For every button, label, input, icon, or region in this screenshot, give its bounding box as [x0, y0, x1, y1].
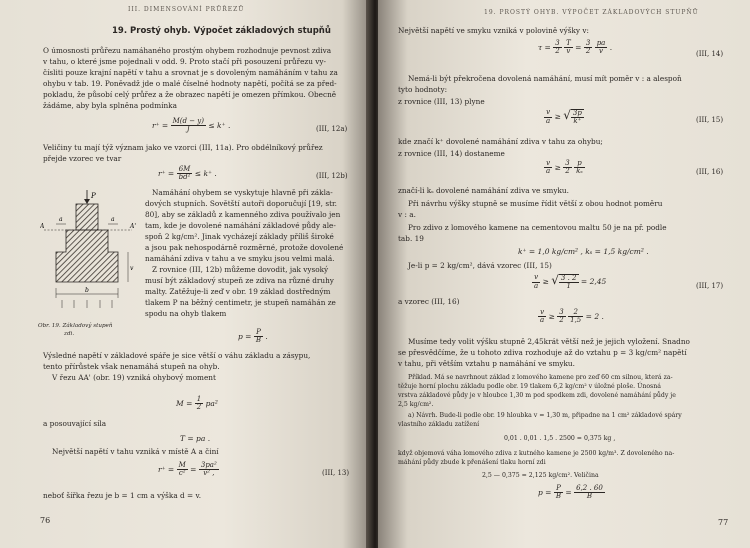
text-line: přejde vzorec ve tvar — [43, 154, 122, 163]
text-line: z rovnice (III, 14) dostaneme — [398, 149, 505, 158]
text-line: V řezu AA' (obr. 19) vzniká ohybový moment — [52, 373, 216, 382]
equation-number: (III, 12a) — [316, 125, 348, 133]
text-line: značí-li kₛ dovolené namáhání zdiva ve smyku. — [398, 186, 569, 195]
text-line: se přesvědčíme, že u tohoto zdiva rozhoduje až do vztahu p = 3 kg/cm² napětí — [398, 348, 687, 357]
material-values: k⁺ = 1,0 kg/cm² , kₛ = 1,5 kg/cm² . — [518, 247, 649, 256]
page-number: 76 — [40, 516, 51, 525]
equation-number: (III, 14) — [696, 50, 724, 58]
text-line: čísliti pouze krajní napětí v tahu a srovnat je s dovoleným namáháním v tahu za — [43, 68, 338, 77]
equation-15: $\frac{v}{a}$ ≥ √ $\frac{3p}{k^+}$ — [546, 108, 582, 125]
text-line: spoň 2 kg/cm². Jinak vycházejí základy příliš široké — [145, 232, 334, 241]
equation-12a: r⁺ = $\frac{M(d - y)}{J}$ ≤ k⁺ . — [152, 117, 231, 134]
text-line: musí být základový stupeň ze zdiva na různé druhy — [145, 276, 334, 285]
text-line: Pro zdivo z lomového kamene na cementovou maltu 50 je na př. podle — [408, 223, 667, 232]
text-line: dových stupních. Sovětští autoři doporučují [19, str. — [145, 199, 338, 208]
equation-17: $\frac{v}{a}$ ≥ √ $\frac{3 . 2}{1}$ = 2,45 — [534, 273, 607, 290]
svg-text:b: b — [85, 287, 89, 294]
left-page — [0, 0, 372, 548]
text-line: a jsou pak nehospodárně rozměrné, protože dovolené — [145, 243, 344, 252]
text-line: Z rovnice (III, 12b) můžeme dovodit, jak vysoký — [152, 265, 329, 274]
example-line: 0,01 . 0,01 . 1,5 . 2500 = 0,375 kg , — [504, 435, 616, 442]
text-line: v : a. — [398, 210, 416, 219]
svg-text:A': A' — [130, 223, 136, 230]
equation-number: (III, 17) — [696, 282, 724, 290]
text-line: Při návrhu výšky stupně se musíme řídit větší z obou hodnot poměru — [408, 199, 663, 208]
text-line: tlakem P na běžný centimetr, je stupeň namáhán ze — [145, 298, 336, 307]
text-line: tyto hodnoty: — [398, 85, 448, 94]
text-line: tam, kde je dovolené namáhání základové půdy ale- — [145, 221, 336, 230]
example-line: vrstva základové půdy je v hloubce 1,30 m pod spodkem zdi, dovolené namáhání půdy je — [398, 392, 676, 399]
text-line: tento přírůstek však nenamáhá stupeň na ohyb. — [43, 362, 220, 371]
figure-caption: Obr. 19. Základový stupeň — [38, 323, 113, 329]
text-line: Veličiny tu mají týž význam jako ve vzorci (III, 11a). Pro obdélníkový průřez — [43, 143, 323, 152]
text-line: malty. Zatěžuje-li zeď v obr. 19 základ dostředným — [145, 287, 331, 296]
text-line: O úmosnosti průřezu namáhaného prostým ohybem rozhodnuje pevnost zdiva — [43, 46, 332, 55]
text-line: v tahu, o které jsme pojednali v odd. 9. Proto stačí při posouzení průřezu vy- — [43, 57, 326, 66]
equation-p: p = $\frac{P}{B}$ . — [238, 328, 268, 345]
example-line: 2,5 kg/cm². — [398, 401, 434, 408]
equation-number: (III, 13) — [322, 469, 350, 477]
example-line: 2,5 — 0,375 = 2,125 kg/cm². Veličina — [482, 472, 599, 479]
text-line: žádáme, aby byla splněna podmínka — [43, 101, 177, 110]
example-line: vlastního základu zatížení — [398, 421, 480, 428]
equation-number: (III, 16) — [696, 168, 724, 176]
text-line: spodu na ohyb tlakem — [145, 309, 227, 318]
text-line: z rovnice (III, 13) plyne — [398, 97, 485, 106]
equation-number: (III, 12b) — [316, 172, 348, 180]
text-line: Musíme tedy volit výšku stupně 2,45krát větší než je jejich vyložení. Snadno — [408, 337, 690, 346]
svg-text:a: a — [111, 216, 115, 223]
text-line: Největší napětí ve smyku vzniká v polovině výšky v: — [398, 26, 589, 35]
text-line: tab. 19 — [398, 234, 424, 243]
section-title: 19. Prostý ohyb. Výpočet základových stupňů — [112, 26, 331, 36]
text-line: 80], aby se základů z kamenného zdiva používalo jen — [145, 210, 341, 219]
equation-moment: M = $\frac{1}{2}$ pa² — [176, 395, 218, 412]
page-number: 77 — [718, 518, 729, 527]
text-line: kde značí k⁺ dovolené namáhání zdiva v tahu za ohybu; — [398, 137, 603, 146]
svg-text:v: v — [130, 265, 134, 272]
equation-18: $\frac{v}{a}$ ≥ $\frac{3}{2}$ $\frac{2}{1,5}$ = 2 . — [540, 308, 604, 325]
text-line: Největší napětí v tahu vzniká v místě A a činí — [52, 447, 219, 456]
figure-caption: zdi. — [64, 331, 75, 337]
right-page — [378, 0, 750, 548]
text-line: Je-li p = 2 kg/cm², dává vzorec (III, 15) — [408, 261, 552, 270]
equation-16: $\frac{v}{a}$ ≥ $\frac{3}{2}$ $\frac{p}{\text{kₛ}}$ — [546, 159, 583, 176]
example-line: máhání půdy zbude k přenášení tlaku horní zdi — [398, 459, 546, 466]
text-line: a vzorec (III, 16) — [398, 297, 460, 306]
text-line: neboť šířka řezu je b = 1 cm a výška d = v. — [43, 491, 202, 500]
running-header: 19. PROSTÝ OHYB. VÝPOČET ZÁKLADOVÝCH STUPŇŮ — [484, 9, 699, 16]
example-line: Příklad. Má se navrhnout základ z lomového kamene pro zeď 60 cm silnou, která za- — [408, 374, 673, 381]
svg-text:a: a — [59, 216, 63, 223]
equation-shear-force: T = pa . — [180, 434, 211, 443]
text-line: pokladu, že působí celý průřez a že obrazec napětí je omezen přímkou. Obecně — [43, 90, 337, 99]
example-line: těžuje horní plochu základu podle obr. 19 tlakem 6,2 kg/cm² v úložné ploše. Únosná — [398, 383, 661, 390]
text-line: Namáhání ohybem se vyskytuje hlavně při zákla- — [152, 188, 333, 197]
equation-number: (III, 15) — [696, 116, 724, 124]
running-header: III. DIMENSOVÁNÍ PRŮŘEZŮ — [128, 6, 245, 13]
text-line: Nemá-li být překročena dovolená namáhání, musí mít poměr v : a alespoň — [408, 74, 682, 83]
equation-14: τ = $\frac{3}{2}$ $\frac{T}{v}$ = $\frac{3}{2}$ $\frac{pa}{v}$ . — [538, 39, 613, 56]
fig-label: P — [91, 192, 96, 200]
example-line: když objemová váha lomového zdiva z kutného kamene je 2500 kg/m³. Z dovoleného na- — [398, 450, 675, 457]
equation-13: r⁺ = $\frac{M}{\text{c²}}$ = $\frac{\text{3pa²}}{\text{v² ,}}$ — [158, 461, 217, 478]
text-line: Výsledné napětí v základové spáře je sice větší o váhu základu a zásypu, — [43, 351, 311, 360]
text-line: a posouvající síla — [43, 419, 107, 428]
text-line: v tahu, při větším vztahu p namáhání ve smyku. — [398, 359, 575, 368]
text-line: ohybu v tab. 19. Poněvadž jde o malé číselné hodnoty napětí, počítá se za před- — [43, 79, 337, 88]
figure-19-foundation-step — [40, 190, 140, 318]
example-line: a) Návrh. Bude-li podle obr. 19 hloubka v = 1,30 m, připadne na 1 cm² základové spáry — [408, 412, 682, 419]
equation-12b: r⁺ = $\frac{6M}{\text{bd²}}$ ≤ k⁺ . — [158, 165, 217, 182]
text-line: namáhání zdiva v tahu a ve smyku jsou velmi malá. — [145, 254, 335, 263]
example-equation: p = $\frac{P}{B}$ = $\frac{6,2 . 60}{B}$ — [538, 484, 603, 501]
svg-text:A: A — [40, 223, 45, 230]
